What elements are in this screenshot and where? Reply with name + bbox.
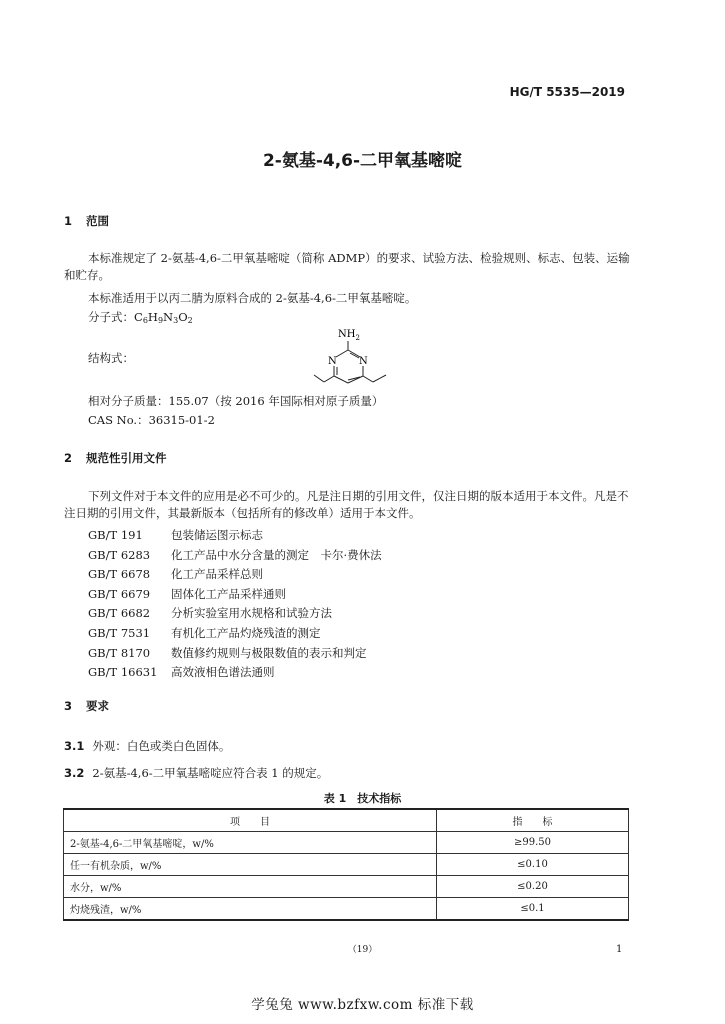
section-2-number: 2: [64, 451, 73, 465]
structure-label: 结构式：: [88, 351, 134, 365]
reference-code: GB/T 7531: [88, 625, 151, 640]
reference-title: 数值修约规则与极限数值的表示和判定: [171, 645, 367, 660]
table-cell-index: ≤0.1: [437, 898, 629, 921]
reference-title: 化工产品采样总则: [171, 567, 263, 582]
clause-3-1-text: 外观：白色或类白色固体。: [92, 739, 231, 753]
formula-label: 分子式：: [88, 310, 134, 324]
reference-title: 包装储运图示标志: [171, 528, 263, 542]
reference-item: [88, 625, 382, 645]
scope-paragraph-2: 本标准适用于以丙二腈为原料合成的 2-氨基-4,6-二甲氧基嘧啶。: [88, 291, 417, 305]
reference-code: GB/T 6679: [88, 586, 151, 601]
reference-item: [88, 586, 382, 606]
section-3-title: 要求: [86, 699, 109, 713]
reference-code: GB/T 8170: [88, 645, 151, 660]
molecular-mass-label: 相对分子质量：: [88, 394, 169, 408]
reference-item: [88, 566, 382, 586]
cas-value: 36315-01-2: [148, 413, 215, 427]
molecular-formula: [88, 309, 193, 325]
page-mark: （19）: [347, 945, 378, 955]
table-row: [64, 854, 629, 876]
reference-item: [88, 547, 382, 567]
ring-nitrogen-right: N: [359, 356, 368, 367]
clause-3-2: [64, 765, 328, 781]
amino-group-label: $NH_2$: [338, 329, 360, 342]
reference-code: GB/T 191: [88, 528, 143, 542]
cas-number: [88, 412, 215, 428]
scope-paragraph-1: 本标准规定了 2-氨基-4,6-二甲氧基嘧啶（简称 ADMP）的要求、试验方法、检验规则、标志、包装、运输和贮存。: [64, 251, 630, 282]
table-row: [64, 832, 629, 854]
reference-code: GB/T 6682: [88, 606, 151, 621]
footer-watermark: 学兔兔 www.bzfxw.com 标准下载: [251, 997, 474, 1013]
ring-nitrogen-left: N: [328, 356, 337, 367]
table-header-row: [64, 809, 629, 832]
table-1-caption: 表 1 技术指标: [323, 792, 402, 805]
section-1-title: 范围: [86, 214, 109, 228]
section-2-heading: [64, 450, 167, 466]
page-number: 1: [616, 944, 623, 955]
reference-list: [88, 527, 382, 684]
table-cell-item: 2-氨基-4,6-二甲氧基嘧啶，w/%: [64, 832, 437, 854]
structural-formula: [296, 322, 406, 390]
formula-value: $C_6H_9N_3O_2$: [134, 310, 193, 325]
clause-3-2-text: 2-氨基-4,6-二甲氧基嘧啶应符合表 1 的规定。: [92, 766, 329, 780]
reference-item: [88, 664, 382, 684]
column-header-index: 指 标: [437, 809, 629, 832]
section-3-number: 3: [64, 699, 73, 713]
clause-3-2-number: 3.2: [64, 766, 85, 780]
section-1-number: 1: [64, 214, 73, 228]
reference-title: 高效液相色谱法通则: [171, 665, 275, 680]
section-3-heading: [64, 698, 109, 714]
clause-3-1: [64, 738, 230, 754]
reference-code: GB/T 6283: [88, 547, 151, 562]
column-header-item: 项 目: [64, 809, 437, 832]
table-cell-item: 任一有机杂质，w/%: [64, 854, 437, 876]
table-cell-item: 水分，w/%: [64, 876, 437, 898]
reference-item: [88, 527, 382, 547]
section-2-title: 规范性引用文件: [86, 451, 167, 465]
reference-code: GB/T 6678: [88, 567, 151, 582]
standard-code: HG/T 5535—2019: [509, 85, 625, 99]
reference-item: [88, 645, 382, 665]
table-row: [64, 876, 629, 898]
technical-requirements-table: [63, 808, 629, 921]
reference-title: 固体化工产品采样通则: [171, 586, 286, 601]
section-1-heading: [64, 213, 109, 229]
table-cell-index: ≥99.50: [437, 832, 629, 854]
document-title: 2-氨基-4,6-二甲氧基嘧啶: [262, 151, 463, 171]
table-row: [64, 898, 629, 921]
clause-3-1-number: 3.1: [64, 739, 85, 753]
reference-item: [88, 605, 382, 625]
reference-title: 分析实验室用水规格和试验方法: [171, 606, 332, 621]
references-intro: 下列文件对于本文件的应用是必不可少的。凡是注日期的引用文件，仅注日期的版本适用于本文件。凡是不注日期的引用文件，其最新版本（包括所有的修改单）适用于本文件。: [64, 489, 629, 520]
table-cell-item: 灼烧残渣，w/%: [64, 898, 437, 921]
cas-label: CAS No.：: [88, 413, 149, 427]
reference-title: 化工产品中水分含量的测定 卡尔·费休法: [171, 547, 382, 562]
molecular-mass-value: 155.07（按 2016 年国际相对原子质量）: [168, 394, 384, 408]
reference-title: 有机化工产品灼烧残渣的测定: [171, 625, 321, 640]
reference-code: GB/T 16631: [88, 665, 158, 680]
table-cell-index: ≤0.10: [437, 854, 629, 876]
molecular-mass: [88, 393, 383, 409]
table-cell-index: ≤0.20: [437, 876, 629, 898]
